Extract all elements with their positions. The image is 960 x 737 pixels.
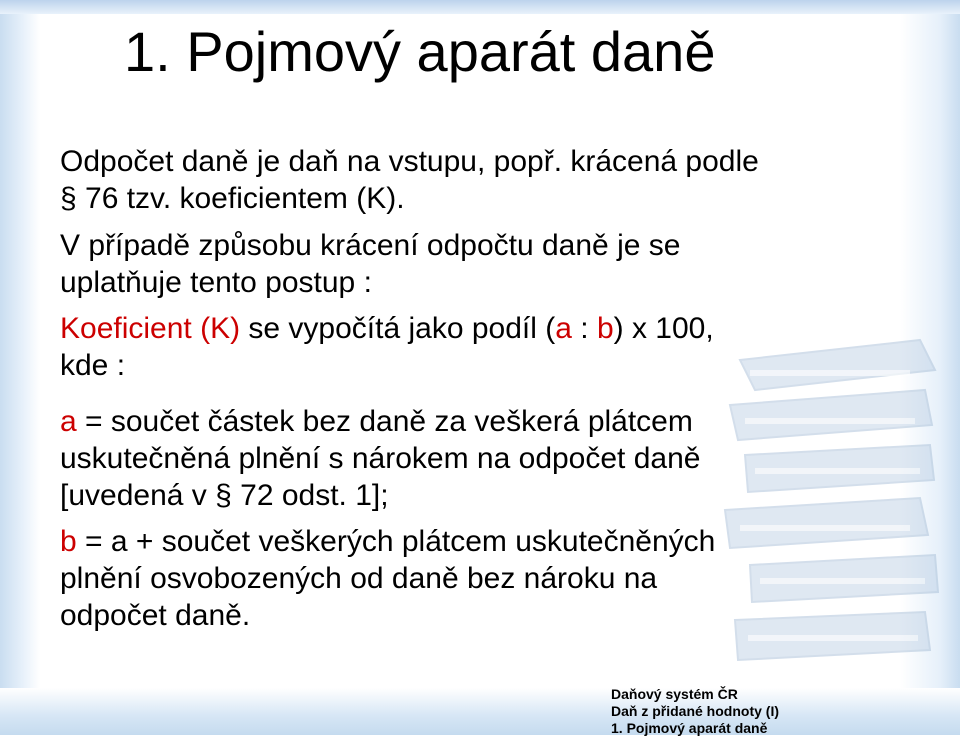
text-span: : [571,312,597,345]
highlight-b: b [596,312,614,345]
text-span: se vypočítá jako podíl ( [240,312,556,345]
text-span: = součet částek bez daně za veškerá plátcem [76,405,693,438]
slide-title: 1. Pojmový aparát daně [124,20,716,83]
footer-line: Daňový systém ČR [611,686,738,702]
highlight-a: a [555,312,572,345]
text-line: Odpočet daně je daň na vstupu, popř. krácená podle [60,145,759,178]
paragraph-b-definition [60,523,920,634]
highlight-koeficient: Koeficient (K) [60,312,241,345]
text-line: kde : [60,349,126,382]
footer-line: 1. Pojmový aparát daně [611,720,768,736]
text-line: odpočet daně. [60,599,251,632]
footer-line: Daň z přidané hodnoty (I) [611,703,779,719]
text-span: ) x 100, [613,312,714,345]
text-line: [uvedená v § 72 odst. 1]; [60,479,389,512]
text-span: = a + součet veškerých plátcem uskutečněných [76,525,716,558]
text-line: uplatňuje tento postup : [60,266,372,299]
text-line: § 76 tzv. koeficientem (K). [60,182,405,215]
text-line: uskutečněná plnění s nárokem na odpočet daně [60,442,701,475]
paragraph-koeficient [60,310,920,384]
text-line: V případě způsobu krácení odpočtu daně je se [60,229,681,262]
slide-footer [611,686,779,737]
text-line: plnění osvobozených od daně bez nároku na [60,562,658,595]
highlight-a: a [60,405,77,438]
text-line [60,403,920,440]
highlight-b: b [60,525,77,558]
paragraph-odpocet [60,143,920,217]
paragraph-a-definition [60,403,920,514]
paragraph-postup [60,227,920,301]
text-line [60,310,920,347]
text-line [60,523,920,560]
